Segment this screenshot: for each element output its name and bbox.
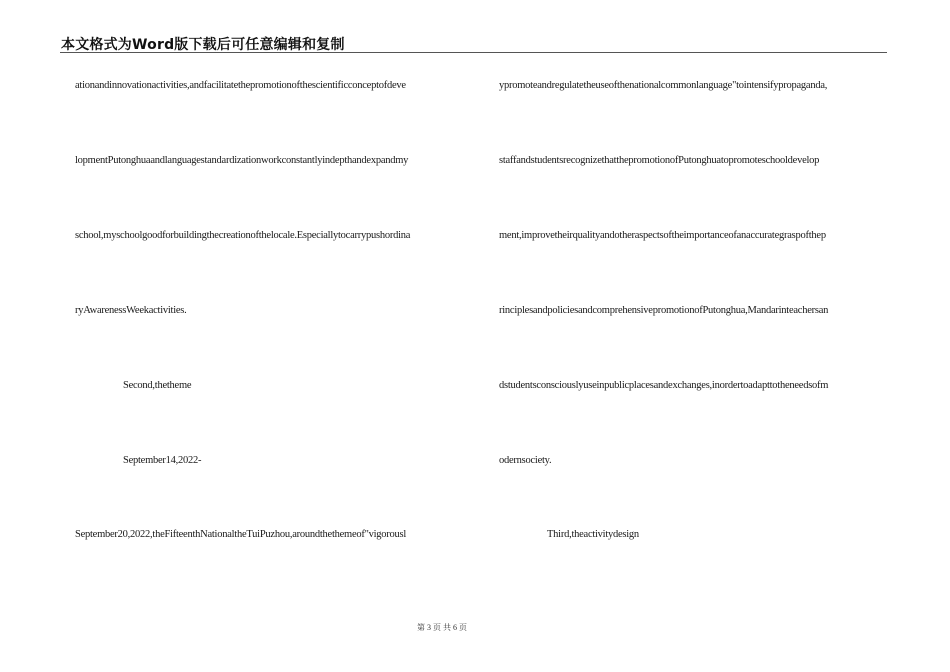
date-range-start: September14,2022- bbox=[123, 455, 202, 466]
right-line-5: dstudentsconsciouslyuseinpublicplacesandexchanges,inordertoadapttotheneedsofm bbox=[499, 380, 829, 391]
section-heading-third: Third,theactivitydesign bbox=[547, 529, 639, 540]
left-line-3: school,myschoolgoodforbuildingthecreationofthelocale.Especiallytocarrypushordina bbox=[75, 230, 411, 241]
right-line-1: ypromoteandregulatetheuseofthenationalcommonlanguage"tointensifypropaganda, bbox=[499, 80, 828, 91]
left-line-7: September20,2022,theFifteenthNationaltheTuiPuzhou,aroundthethemeof"vigorousl bbox=[75, 529, 407, 540]
right-line-4: rinciplesandpoliciesandcomprehensivepromotionofPutonghua,Mandarinteachersan bbox=[499, 305, 829, 316]
document-header-title: 本文格式为Word版下载后可任意编辑和复制 bbox=[61, 37, 345, 53]
right-line-3: ment,improvetheirqualityandotheraspectsoftheimportanceofanaccurategraspofthep bbox=[499, 230, 826, 241]
left-line-2: lopmentPutonghuaandlanguagestandardizationworkconstantlyindepthandexpandmy bbox=[75, 155, 409, 166]
page-number-footer: 第 3 页 共 6 页 bbox=[417, 623, 467, 632]
right-line-2: staffandstudentsrecognizethatthepromotionofPutonghuatopromoteschooldevelop bbox=[499, 155, 820, 166]
header-divider bbox=[60, 52, 887, 53]
left-line-4: ryAwarenessWeekactivities. bbox=[75, 305, 187, 316]
left-line-1: ationandinnovationactivities,andfacilitatethepromotionofthescientificconceptofdeve bbox=[75, 80, 406, 91]
right-line-6: odernsociety. bbox=[499, 455, 552, 466]
section-heading-second: Second,thetheme bbox=[123, 380, 192, 391]
